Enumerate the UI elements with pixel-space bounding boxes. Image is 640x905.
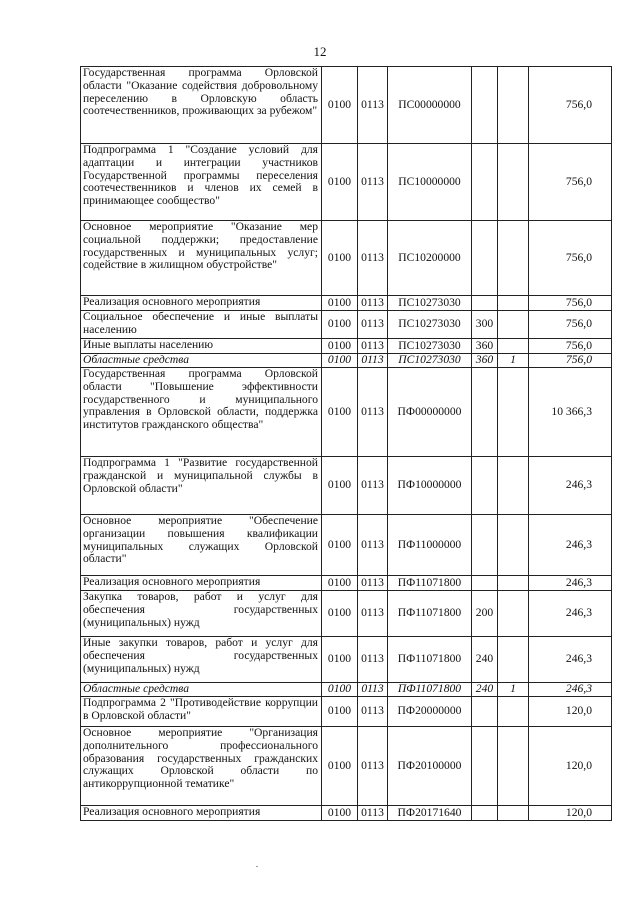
- row-name-cell: Закупка товаров, работ и услуг для обеспечения государственных (муниципальных) нужд: [81, 591, 322, 637]
- row-vr-cell: [472, 221, 498, 296]
- row-sum-cell: 246,3: [529, 591, 612, 637]
- table-row: [81, 683, 612, 697]
- row-csr-cell: ПС10273030: [388, 354, 472, 368]
- page-number: 12: [313, 44, 327, 59]
- row-sum-cell: 756,0: [529, 354, 612, 368]
- row-pr-cell: 0113: [358, 354, 388, 368]
- row-name-cell: Реализация основного мероприятия: [81, 576, 322, 591]
- row-name-cell: Подпрограмма 1 "Создание условий для адаптации и интеграции участников Государственной программы переселения соотечественников и членов их семей в принимающее сообщество": [81, 144, 322, 221]
- row-pz-cell: 0100: [322, 368, 358, 457]
- row-sum-cell: 756,0: [529, 67, 612, 144]
- table-row: [81, 144, 612, 221]
- table-row: [81, 806, 612, 821]
- row-pz-cell: 0100: [322, 67, 358, 144]
- row-name-cell: Иные закупки товаров, работ и услуг для обеспечения государственных (муниципальных) нужд: [81, 637, 322, 683]
- row-src-cell: [498, 296, 529, 311]
- row-name-cell: Иные выплаты населению: [81, 339, 322, 354]
- row-sum-cell: 10 366,3: [529, 368, 612, 457]
- row-pr-cell: 0113: [358, 591, 388, 637]
- row-csr-cell: ПФ11071800: [388, 576, 472, 591]
- row-src-cell: [498, 591, 529, 637]
- row-vr-cell: [472, 727, 498, 806]
- row-pr-cell: 0113: [358, 221, 388, 296]
- row-csr-cell: ПФ11071800: [388, 683, 472, 697]
- row-sum-cell: 120,0: [529, 727, 612, 806]
- row-vr-cell: [472, 697, 498, 727]
- row-vr-cell: [472, 806, 498, 821]
- table-row: [81, 221, 612, 296]
- row-name-cell: Областные средства: [81, 683, 322, 697]
- row-vr-cell: 240: [472, 637, 498, 683]
- row-csr-cell: ПС10273030: [388, 311, 472, 339]
- row-pz-cell: 0100: [322, 354, 358, 368]
- row-vr-cell: 360: [472, 354, 498, 368]
- table-row: [81, 311, 612, 339]
- row-pr-cell: 0113: [358, 683, 388, 697]
- table-row: [81, 697, 612, 727]
- budget-table: [80, 66, 612, 821]
- row-sum-cell: 756,0: [529, 144, 612, 221]
- row-vr-cell: [472, 296, 498, 311]
- row-vr-cell: 300: [472, 311, 498, 339]
- row-name-cell: Областные средства: [81, 354, 322, 368]
- row-src-cell: [498, 339, 529, 354]
- table-row: [81, 354, 612, 368]
- row-name-cell: Основное мероприятие "Обеспечение организации повышения квалификации муниципальных служащих Орловской области": [81, 515, 322, 576]
- row-src-cell: [498, 368, 529, 457]
- row-src-cell: [498, 697, 529, 727]
- row-pr-cell: 0113: [358, 296, 388, 311]
- row-pz-cell: 0100: [322, 697, 358, 727]
- row-csr-cell: ПФ20171640: [388, 806, 472, 821]
- row-sum-cell: 120,0: [529, 697, 612, 727]
- row-src-cell: [498, 806, 529, 821]
- row-pz-cell: 0100: [322, 311, 358, 339]
- row-vr-cell: [472, 67, 498, 144]
- row-vr-cell: 360: [472, 339, 498, 354]
- row-vr-cell: [472, 368, 498, 457]
- row-csr-cell: ПФ20100000: [388, 727, 472, 806]
- row-pr-cell: 0113: [358, 697, 388, 727]
- row-name-cell: Государственная программа Орловской области "Повышение эффективности государственного и муниципального управления в Орловской области, поддержка институтов гражданского общества": [81, 368, 322, 457]
- row-pr-cell: 0113: [358, 457, 388, 515]
- row-pr-cell: 0113: [358, 368, 388, 457]
- row-pz-cell: 0100: [322, 339, 358, 354]
- row-name-cell: Реализация основного мероприятия: [81, 296, 322, 311]
- table-row: [81, 368, 612, 457]
- row-pz-cell: 0100: [322, 457, 358, 515]
- row-sum-cell: 246,3: [529, 515, 612, 576]
- row-csr-cell: ПФ20000000: [388, 697, 472, 727]
- table-row: [81, 637, 612, 683]
- table-row: [81, 457, 612, 515]
- row-pz-cell: 0100: [322, 683, 358, 697]
- row-csr-cell: ПС10273030: [388, 296, 472, 311]
- row-src-cell: [498, 67, 529, 144]
- row-name-cell: Основное мероприятие "Организация дополнительного профессионального образования государственных гражданских служащих Орловской области по антикоррупционной тематике": [81, 727, 322, 806]
- row-pz-cell: 0100: [322, 727, 358, 806]
- row-sum-cell: 246,3: [529, 457, 612, 515]
- row-pr-cell: 0113: [358, 727, 388, 806]
- row-pr-cell: 0113: [358, 311, 388, 339]
- table-row: [81, 339, 612, 354]
- row-sum-cell: 756,0: [529, 339, 612, 354]
- row-pr-cell: 0113: [358, 576, 388, 591]
- row-pr-cell: 0113: [358, 806, 388, 821]
- row-name-cell: Основное мероприятие "Оказание мер социальной поддержки; предоставление государственных и муниципальных услуг; содействие в жилищном обустройстве": [81, 221, 322, 296]
- row-sum-cell: 756,0: [529, 311, 612, 339]
- row-src-cell: [498, 515, 529, 576]
- row-csr-cell: ПФ11000000: [388, 515, 472, 576]
- row-pz-cell: 0100: [322, 221, 358, 296]
- row-vr-cell: [472, 457, 498, 515]
- row-vr-cell: [472, 576, 498, 591]
- table-row: [81, 576, 612, 591]
- row-pr-cell: 0113: [358, 67, 388, 144]
- row-src-cell: [498, 144, 529, 221]
- row-name-cell: Социальное обеспечение и иные выплаты населению: [81, 311, 322, 339]
- row-sum-cell: 246,3: [529, 637, 612, 683]
- row-pz-cell: 0100: [322, 296, 358, 311]
- row-pz-cell: 0100: [322, 806, 358, 821]
- row-src-cell: [498, 221, 529, 296]
- row-pz-cell: 0100: [322, 591, 358, 637]
- row-csr-cell: ПС10273030: [388, 339, 472, 354]
- row-name-cell: Государственная программа Орловской области "Оказание содействия добровольному переселению в Орловскую область соотечественников, проживающих за рубежом": [81, 67, 322, 144]
- row-src-cell: [498, 311, 529, 339]
- row-sum-cell: 756,0: [529, 296, 612, 311]
- table-row: [81, 591, 612, 637]
- row-pr-cell: 0113: [358, 515, 388, 576]
- table-row: [81, 727, 612, 806]
- row-sum-cell: 246,3: [529, 576, 612, 591]
- row-vr-cell: [472, 515, 498, 576]
- row-src-cell: [498, 576, 529, 591]
- row-pr-cell: 0113: [358, 339, 388, 354]
- row-csr-cell: ПС10200000: [388, 221, 472, 296]
- row-csr-cell: ПФ11071800: [388, 591, 472, 637]
- row-sum-cell: 246,3: [529, 683, 612, 697]
- row-pz-cell: 0100: [322, 576, 358, 591]
- row-src-cell: [498, 637, 529, 683]
- row-src-cell: [498, 457, 529, 515]
- row-pz-cell: 0100: [322, 144, 358, 221]
- row-name-cell: Подпрограмма 1 "Развитие государственной гражданской и муниципальной службы в Орловской области": [81, 457, 322, 515]
- row-vr-cell: 240: [472, 683, 498, 697]
- row-pz-cell: 0100: [322, 637, 358, 683]
- row-pz-cell: 0100: [322, 515, 358, 576]
- table-row: [81, 296, 612, 311]
- scan-speck: [256, 866, 258, 867]
- row-pr-cell: 0113: [358, 144, 388, 221]
- row-csr-cell: ПФ10000000: [388, 457, 472, 515]
- row-sum-cell: 756,0: [529, 221, 612, 296]
- row-csr-cell: ПФ00000000: [388, 368, 472, 457]
- row-csr-cell: ПС10000000: [388, 144, 472, 221]
- row-name-cell: Реализация основного мероприятия: [81, 806, 322, 821]
- table-row: [81, 515, 612, 576]
- row-pr-cell: 0113: [358, 637, 388, 683]
- row-vr-cell: 200: [472, 591, 498, 637]
- table-row: [81, 67, 612, 144]
- row-src-cell: 1: [498, 354, 529, 368]
- row-csr-cell: ПФ11071800: [388, 637, 472, 683]
- budget-table-body: [81, 67, 612, 821]
- row-src-cell: 1: [498, 683, 529, 697]
- row-sum-cell: 120,0: [529, 806, 612, 821]
- row-name-cell: Подпрограмма 2 "Противодействие коррупции в Орловской области": [81, 697, 322, 727]
- row-csr-cell: ПС00000000: [388, 67, 472, 144]
- row-vr-cell: [472, 144, 498, 221]
- row-src-cell: [498, 727, 529, 806]
